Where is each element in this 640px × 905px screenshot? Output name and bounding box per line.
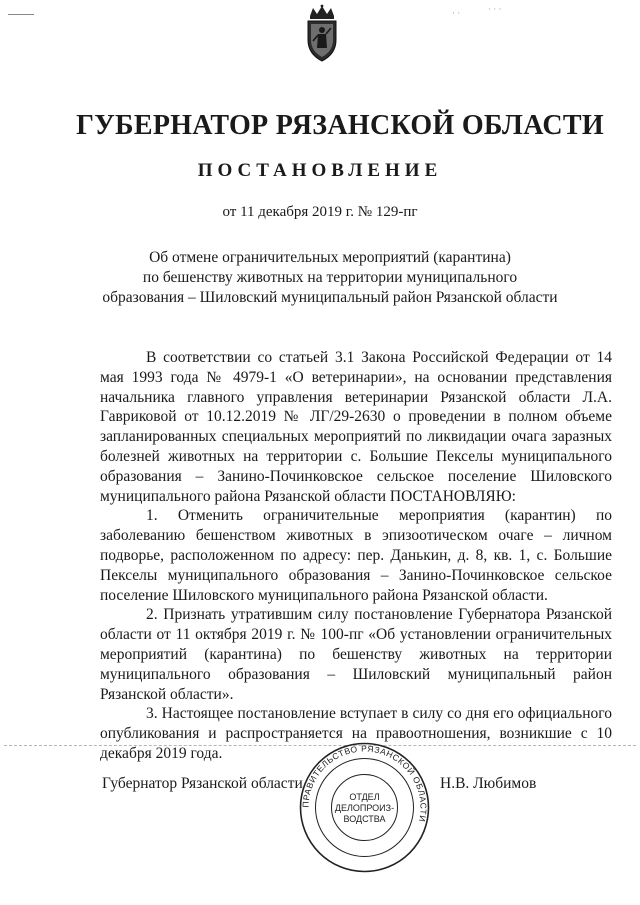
stamp-center-line: ВОДСТВА <box>343 814 386 824</box>
subject-line: по бешенству животных на территории муниципального <box>142 269 518 286</box>
document-subject <box>80 248 580 308</box>
scan-speck: · · · <box>488 4 502 14</box>
stamp-center-line: ДЕЛОПРОИЗ- <box>334 803 395 813</box>
official-stamp <box>297 740 432 875</box>
clause-1-paragraph: 1. Отменить ограничительные мероприятия (карантин) по заболеванию бешенством животных в эпизоотическом очаге – личном подворье, расположенном по адресу: пер. Данькин, д. 8, кв. 1, с. Большие Пекселы муниципального образования – Занино-Починковское сельское поселение Шиловского муниципального района Рязанской области. <box>100 507 612 604</box>
coat-of-arms-icon <box>298 4 346 64</box>
subject-line: образования – Шиловский муниципальный район Рязанской области <box>102 289 558 306</box>
signatory-title: Губернатор Рязанской области <box>102 775 303 792</box>
issuer-heading: ГУБЕРНАТОР РЯЗАНСКОЙ ОБЛАСТИ <box>76 110 604 141</box>
subject-line: Об отмене ограничительных мероприятий (карантина) <box>149 249 511 266</box>
clause-3-paragraph: 3. Настоящее постановление вступает в силу со дня его официального опубликования и распространяется на правоотношения, возникшие с 10 декабря 2019 года. <box>100 705 612 762</box>
stamp-center-line: ОТДЕЛ <box>349 792 380 802</box>
clause-2-paragraph: 2. Признать утратившим силу постановление Губернатора Рязанской области от 11 октября 2019 г. № 100-пг «Об установлении ограничительных мероприятий (карантина) по бешенству животных на территории муниципального образования – Шиловский муниципальный район Рязанской области». <box>100 606 612 703</box>
document-body <box>100 348 612 764</box>
document-date-number: от 11 декабря 2019 г. № 129-пг <box>222 204 418 220</box>
stamp-ring-text: ПРАВИТЕЛЬСТВО РЯЗАНСКОЙ ОБЛАСТИ <box>300 743 429 824</box>
scan-mark <box>8 14 34 15</box>
document-type: ПОСТАНОВЛЕНИЕ <box>197 160 443 181</box>
scan-speck: · · <box>452 8 461 18</box>
signatory-name: Н.В. Любимов <box>440 775 537 792</box>
preamble-paragraph: В соответствии со статьей 3.1 Закона Российской Федерации от 14 мая 1993 года № 4979-1 «О ветеринарии», на основании представления начальника главного управления ветеринарии Рязанской области Л.А. Гавриковой от 10.12.2019 № ЛГ/29-2630 о проведении в полном объеме запланированных специальных мероприятий по ликвидации очага заразных болезней животных на территории с. Большие Пекселы муниципального образования – Занино-Починковское сельское поселение Шиловского муниципального района Рязанской области ПОСТАНОВЛЯЮ: <box>100 349 612 505</box>
